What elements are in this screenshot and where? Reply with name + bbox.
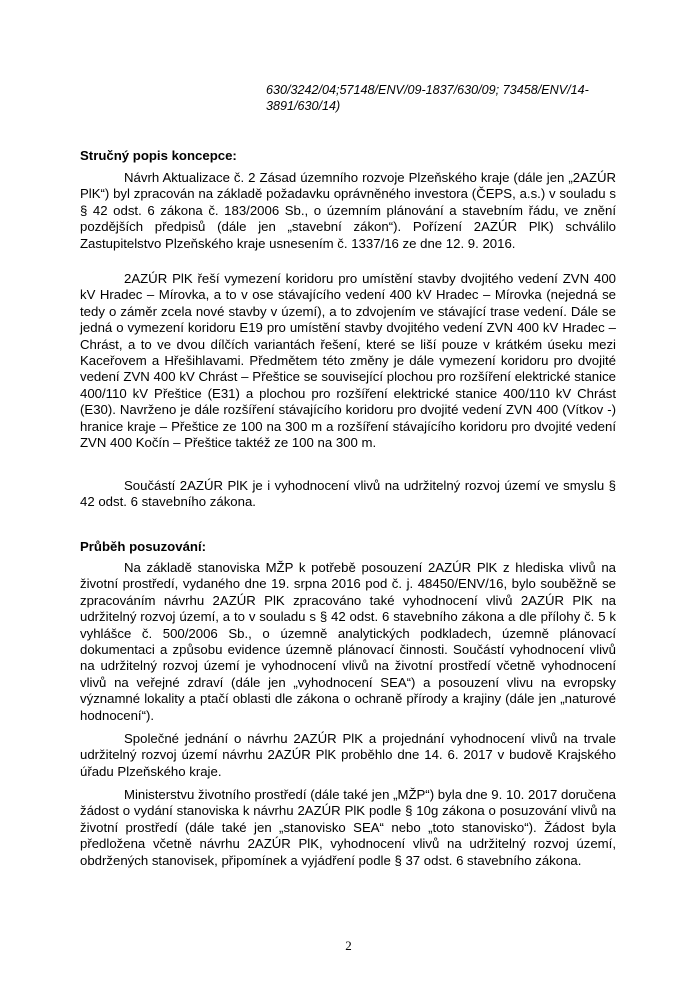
reference-line: 630/3242/04;57148/ENV/09-1837/630/09; 73458/ENV/14-3891/630/14) (266, 83, 589, 113)
section-heading-concept: Stručný popis koncepce: (80, 148, 237, 163)
paragraph-concept-intro: Návrh Aktualizace č. 2 Zásad územního rozvoje Plzeňského kraje (dále jen „2AZÚR PlK“) byl zpracován na základě požadavku oprávněného investora (ČEPS, a.s.) v souladu s § 42 odst. 6 zákona č. 183/2006 Sb., o územním plánování a stavebním řádu, ve znění pozdějších předpisů (dále jen „stavební zákon“). Pořízení 2AZÚR PlK) schválilo Zastupitelstvo Plzeňského kraje usnesením č. 1337/16 ze dne 12. 9. 2016. (80, 170, 616, 251)
page-number: 2 (345, 938, 352, 953)
section-heading-process: Průběh posuzování: (80, 539, 207, 554)
paragraph-process-meeting: Společné jednání o návrhu 2AZÚR PlK a projednání vyhodnocení vlivů na trvale udržitelný rozvoj území návrhu 2AZÚR PlK proběhlo dne 14. 6. 2017 v budově Krajského úřadu Plzeňského kraje. (80, 731, 616, 779)
paragraph-process-request: Ministerstvu životního prostředí (dále také jen „MŽP“) byla dne 9. 10. 2017 doručena žádost o vydání stanoviska k návrhu 2AZÚR PlK podle § 10g zákona o posuzování vlivů na životní prostředí (dále také jen „stanovisko SEA“ nebo „toto stanovisko“). Žádost byla předložena včetně návrhu 2AZÚR PlK, vyhodnocení vlivů na udržitelný rozvoj území, obdržených stanovisek, připomínek a vyjádření podle § 37 odst. 6 stavebního zákona. (80, 787, 616, 868)
paragraph-concept-corridors: 2AZÚR PlK řeší vymezení koridoru pro umístění stavby dvojitého vedení ZVN 400 kV Hradec – Mírovka, a to v ose stávajícího vedení 400 kV Hradec – Mírovka (nejedná se tedy o záměr zcela nové stavby v území), a to zdvojením ve stávající trase vedení. Dále se jedná o vymezení koridoru E19 pro umístění stavby dvojitého vedení ZVN 400 kV Hradec – Chrást, a to ve dvou dílčích variantách řešení, které se liší pouze v krátkém úseku mezi Kaceřovem a Hřešihlavami. Předmětem této změny je dále vymezení koridoru pro dvojité vedení ZVN 400 kV Chrást – Přeštice se související plochou pro rozšíření elektrické stanice 400/110 kV Přeštice (E31) a plochou pro rozšíření elektrické stanice 400/110 kV Chrást (E30). Navrženo je dále rozšíření stávajícího koridoru pro dvojité vedení ZVN 400 (Vítkov -) hranice kraje – Přeštice ze 100 na 300 m a rozšíření stávajícího koridoru pro dvojité vedení ZVN 400 Kočín – Přeštice taktéž ze 100 na 300 m. (80, 271, 616, 451)
paragraph-process-basis: Na základě stanoviska MŽP k potřebě posouzení 2AZÚR PlK z hlediska vlivů na životní prostředí, vydaného dne 19. srpna 2016 pod č. j. 48450/ENV/16, bylo souběžně se zpracováním návrhu 2AZÚR PlK zpracováno také vyhodnocení vlivů 2AZÚR PlK na udržitelný rozvoj území, a to v souladu s § 42 odst. 6 stavebního zákona a dle přílohy č. 5 k vyhlášce č. 500/2006 Sb., o územně analytických podkladech, územně plánovací dokumentaci a způsobu evidence územně plánovací činnosti. Součástí vyhodnocení vlivů na udržitelný rozvoj území je vyhodnocení vlivů na životní prostředí včetně vyhodnocení vlivů na veřejné zdraví (dále jen „vyhodnocení SEA“) a posouzení vlivu na evropsky významné lokality a ptačí oblasti dle zákona o ochraně přírody a krajiny (dále jen „naturové hodnocení“). (80, 560, 616, 723)
paragraph-concept-assessment: Součástí 2AZÚR PlK je i vyhodnocení vlivů na udržitelný rozvoj území ve smyslu § 42 odst. 6 stavebního zákona. (80, 478, 616, 510)
